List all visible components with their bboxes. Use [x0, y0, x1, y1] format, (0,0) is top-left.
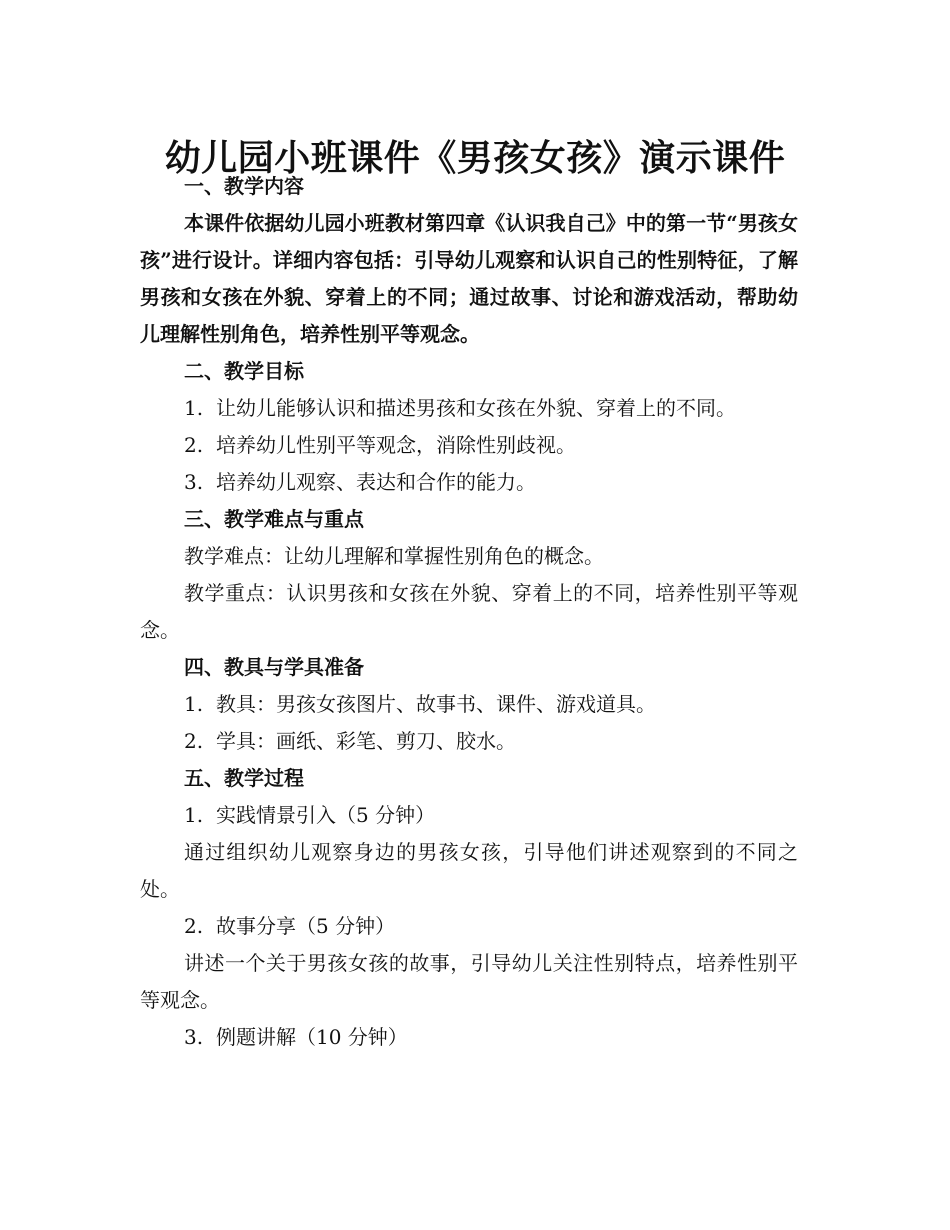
list-number: 1.	[184, 692, 204, 716]
list-text: 例题讲解（10 分钟）	[216, 1025, 408, 1049]
list-number: 3.	[184, 470, 204, 494]
process-step	[140, 908, 798, 945]
materials-item	[140, 686, 798, 723]
list-number: 1.	[184, 803, 204, 827]
document-title: 幼儿园小班课件《男孩女孩》演示课件	[164, 137, 786, 180]
list-text: 实践情景引入（5 分钟）	[216, 803, 436, 827]
list-number: 2.	[184, 914, 204, 938]
process-step	[140, 1019, 798, 1056]
list-number: 2.	[184, 433, 204, 457]
objective-item	[140, 390, 798, 427]
list-text: 培养幼儿性别平等观念，消除性别歧视。	[216, 433, 576, 457]
section-heading-content: 一、教学内容	[184, 174, 304, 198]
list-number: 2.	[184, 729, 204, 753]
list-text: 让幼儿能够认识和描述男孩和女孩在外貌、穿着上的不同。	[216, 396, 736, 420]
objective-item	[140, 464, 798, 501]
objective-item	[140, 427, 798, 464]
section-heading-materials: 四、教具与学具准备	[184, 655, 364, 679]
difficulty-paragraph: 教学难点：让幼儿理解和掌握性别角色的概念。	[184, 544, 604, 568]
process-step	[140, 797, 798, 834]
process-step-paragraph: 通过组织幼儿观察身边的男孩女孩，引导他们讲述观察到的不同之处。	[140, 840, 798, 901]
section-heading-difficulty-focus: 三、教学难点与重点	[184, 507, 364, 531]
list-text: 培养幼儿观察、表达和合作的能力。	[216, 470, 536, 494]
focus-paragraph: 教学重点：认识男孩和女孩在外貌、穿着上的不同，培养性别平等观念。	[140, 581, 798, 642]
section-heading-objectives: 二、教学目标	[184, 359, 304, 383]
list-number: 1.	[184, 396, 204, 420]
list-text: 故事分享（5 分钟）	[216, 914, 396, 938]
section-heading-process: 五、教学过程	[184, 766, 304, 790]
list-number: 3.	[184, 1025, 204, 1049]
list-text: 学具：画纸、彩笔、剪刀、胶水。	[216, 729, 516, 753]
document-body	[140, 168, 798, 1056]
materials-item	[140, 723, 798, 760]
list-text: 教具：男孩女孩图片、故事书、课件、游戏道具。	[216, 692, 656, 716]
process-step-paragraph: 讲述一个关于男孩女孩的故事，引导幼儿关注性别特点，培养性别平等观念。	[140, 951, 798, 1012]
section-content-paragraph: 本课件依据幼儿园小班教材第四章《认识我自己》中的第一节“男孩女孩”进行设计。详细内容包括：引导幼儿观察和认识自己的性别特征，了解男孩和女孩在外貌、穿着上的不同；通过故事、讨论和游戏活动，帮助幼儿理解性别角色，培养性别平等观念。	[140, 211, 798, 346]
